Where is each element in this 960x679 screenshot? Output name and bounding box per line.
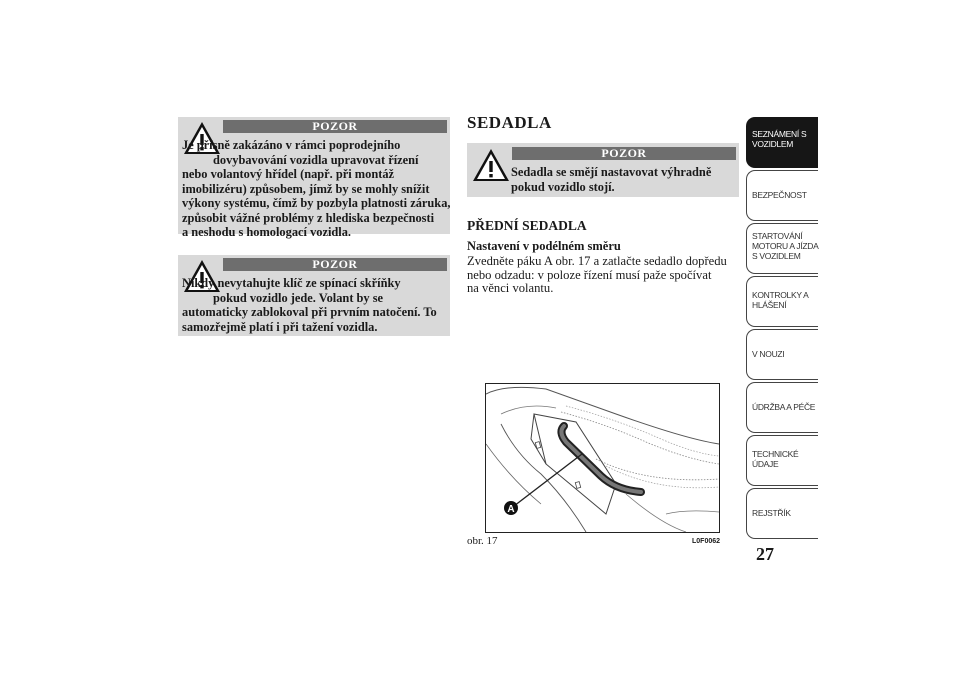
- tab-warning-lights[interactable]: [746, 276, 818, 327]
- figure-code: L0F0062: [692, 538, 721, 545]
- subsection-title: PŘEDNÍ SEDADLA: [467, 218, 587, 233]
- warning-text: Je přísně zakázáno v rámci poprodejního dovybavování vozidla upravovat řízení nebo volantový hřídel (např. při montáž imobilizéru) způsobem, jímž by se mohly snížit výkony systému, čímž by pozbyla platnosti záruka, způsobit vážné problémy z hlediska bezpečnosti a neshodu s homologací vozidla.: [182, 138, 451, 239]
- figure-caption: obr. 17: [467, 535, 498, 547]
- warning-box-seats: [467, 143, 739, 197]
- seat-illustration: [486, 384, 719, 532]
- tab-emergency[interactable]: [746, 329, 818, 380]
- warning-triangle-icon: [472, 148, 510, 182]
- tab-label: REJSTŘÍK: [752, 508, 791, 518]
- tab-label: KONTROLKY A HLÁŠENÍ: [752, 290, 809, 310]
- tab-technical-data[interactable]: [746, 435, 818, 486]
- tab-maintenance[interactable]: [746, 382, 818, 433]
- tab-starting-driving[interactable]: [746, 223, 818, 274]
- section-title: SEDADLA: [467, 113, 552, 132]
- tab-safety[interactable]: [746, 170, 818, 221]
- tab-introduction[interactable]: [746, 117, 818, 168]
- warning-text: Nikdy nevytahujte klíč ze spínací skříňky pokud vozidlo jede. Volant by se automaticky zablokoval při prvním natočení. To samozřejmě platí i při tažení vozidla.: [182, 276, 437, 334]
- tab-label: SEZNÁMENÍ S VOZIDLEM: [752, 129, 807, 149]
- tab-label: STARTOVÁNÍ MOTORU A JÍZDA S VOZIDLEM: [752, 231, 819, 261]
- warning-header: POZOR: [223, 258, 447, 271]
- warning-box-2: [178, 255, 450, 336]
- tab-label: ÚDRŽBA A PÉČE: [752, 402, 816, 412]
- figure-label-a: A: [507, 504, 515, 515]
- tab-label: BEZPEČNOST: [752, 190, 807, 200]
- tab-index[interactable]: [746, 488, 818, 539]
- seat-lever-figure: [485, 383, 720, 533]
- warning-box-1: [178, 117, 451, 239]
- warning-text: Sedadla se smějí nastavovat výhradně pokud vozidlo stojí.: [511, 165, 712, 194]
- warning-header: POZOR: [512, 147, 736, 160]
- tab-label: V NOUZI: [752, 349, 785, 359]
- page-number: 27: [756, 544, 774, 564]
- body-paragraph: Zvedněte páku A obr. 17 a zatlačte sedadlo dopředu nebo odzadu: v poloze řízení musí paže spočívat na věnci volantu.: [467, 254, 727, 295]
- warning-header: POZOR: [223, 120, 447, 133]
- subsubsection-title: Nastavení v podélném směru: [467, 239, 621, 253]
- tab-label: TECHNICKÉ ÚDAJE: [752, 449, 799, 469]
